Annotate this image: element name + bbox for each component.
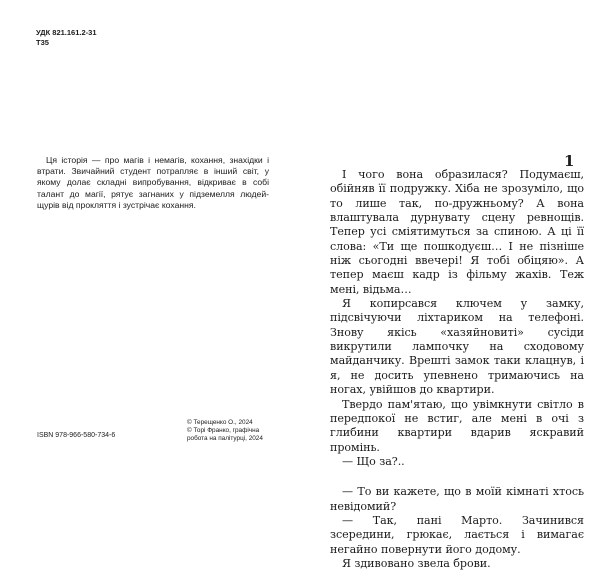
left-page xyxy=(0,0,300,472)
chapter-number: 1 xyxy=(564,152,575,170)
paragraph: І чого вона образилася? Подумаєш, обійняв її подружку. Хіба не зрозуміло, що то лише так, по-дружньому? А вона влаштувала дурнувату сцену ревнощів. Тепер усі сміятимуться за спиною. А ці її слова: «Ти ще пошкодуєш… І не пізніше ніж сьогодні ввечері! Я тобі обіцяю». А тепер маєш кадр із фільму жахів. Теж мені, відьма… xyxy=(330,168,584,296)
paragraph: — То ви кажете, що в моїй кімнаті хтось невідомий? xyxy=(330,485,584,513)
paragraph: Я копирсався ключем у замку, підсвічуючи ліхтариком на телефоні. Знову якісь «хазяйновиті» сусіди викрутили лампочку на сходовому майданчику. Врешті замок таки клацнув, і я, не досить упевнено тримаючись на ногах, увійшов до квартири. xyxy=(330,297,584,397)
annotation xyxy=(37,155,269,211)
chapter-body xyxy=(330,168,584,571)
copyright-line: © Терещенко О., 2024 xyxy=(187,419,253,426)
annotation-text: Ця історія — про магів і немагів, кохання, знахідки і втрати. Звичайний студент потрапляє в інший світ, у якому долає складні випробування, відкриває в собі талант до магії, рятує загнаних у підземелля людей-щурів від прокляття і зустрічає кохання. xyxy=(37,155,269,210)
bbk-code: Т35 xyxy=(36,38,49,47)
right-page xyxy=(300,0,600,570)
paragraph: Твердо пам'ятаю, що увімкнути світло в передпокої не встиг, але мені в очі з глибини квартири вдарив яскравий промінь. xyxy=(330,397,584,454)
copyright-line: робота на палітурці, 2024 xyxy=(187,435,263,443)
isbn: ISBN 978-966-580-734-6 xyxy=(37,432,116,439)
copyright-block xyxy=(187,419,263,444)
catalog-codes xyxy=(36,28,97,48)
paragraph: — Так, пані Марто. Зачинився зсередини, грюкає, лається і вимагає негайно повернути його додому. xyxy=(330,513,584,556)
copyright-line: © Торі Франко, графічна xyxy=(187,427,260,435)
paragraph: Я здивовано звела брови. xyxy=(342,556,491,570)
udk-line: УДК 821.161.2-31 xyxy=(36,28,97,37)
paragraph: — Що за?.. xyxy=(342,454,405,468)
